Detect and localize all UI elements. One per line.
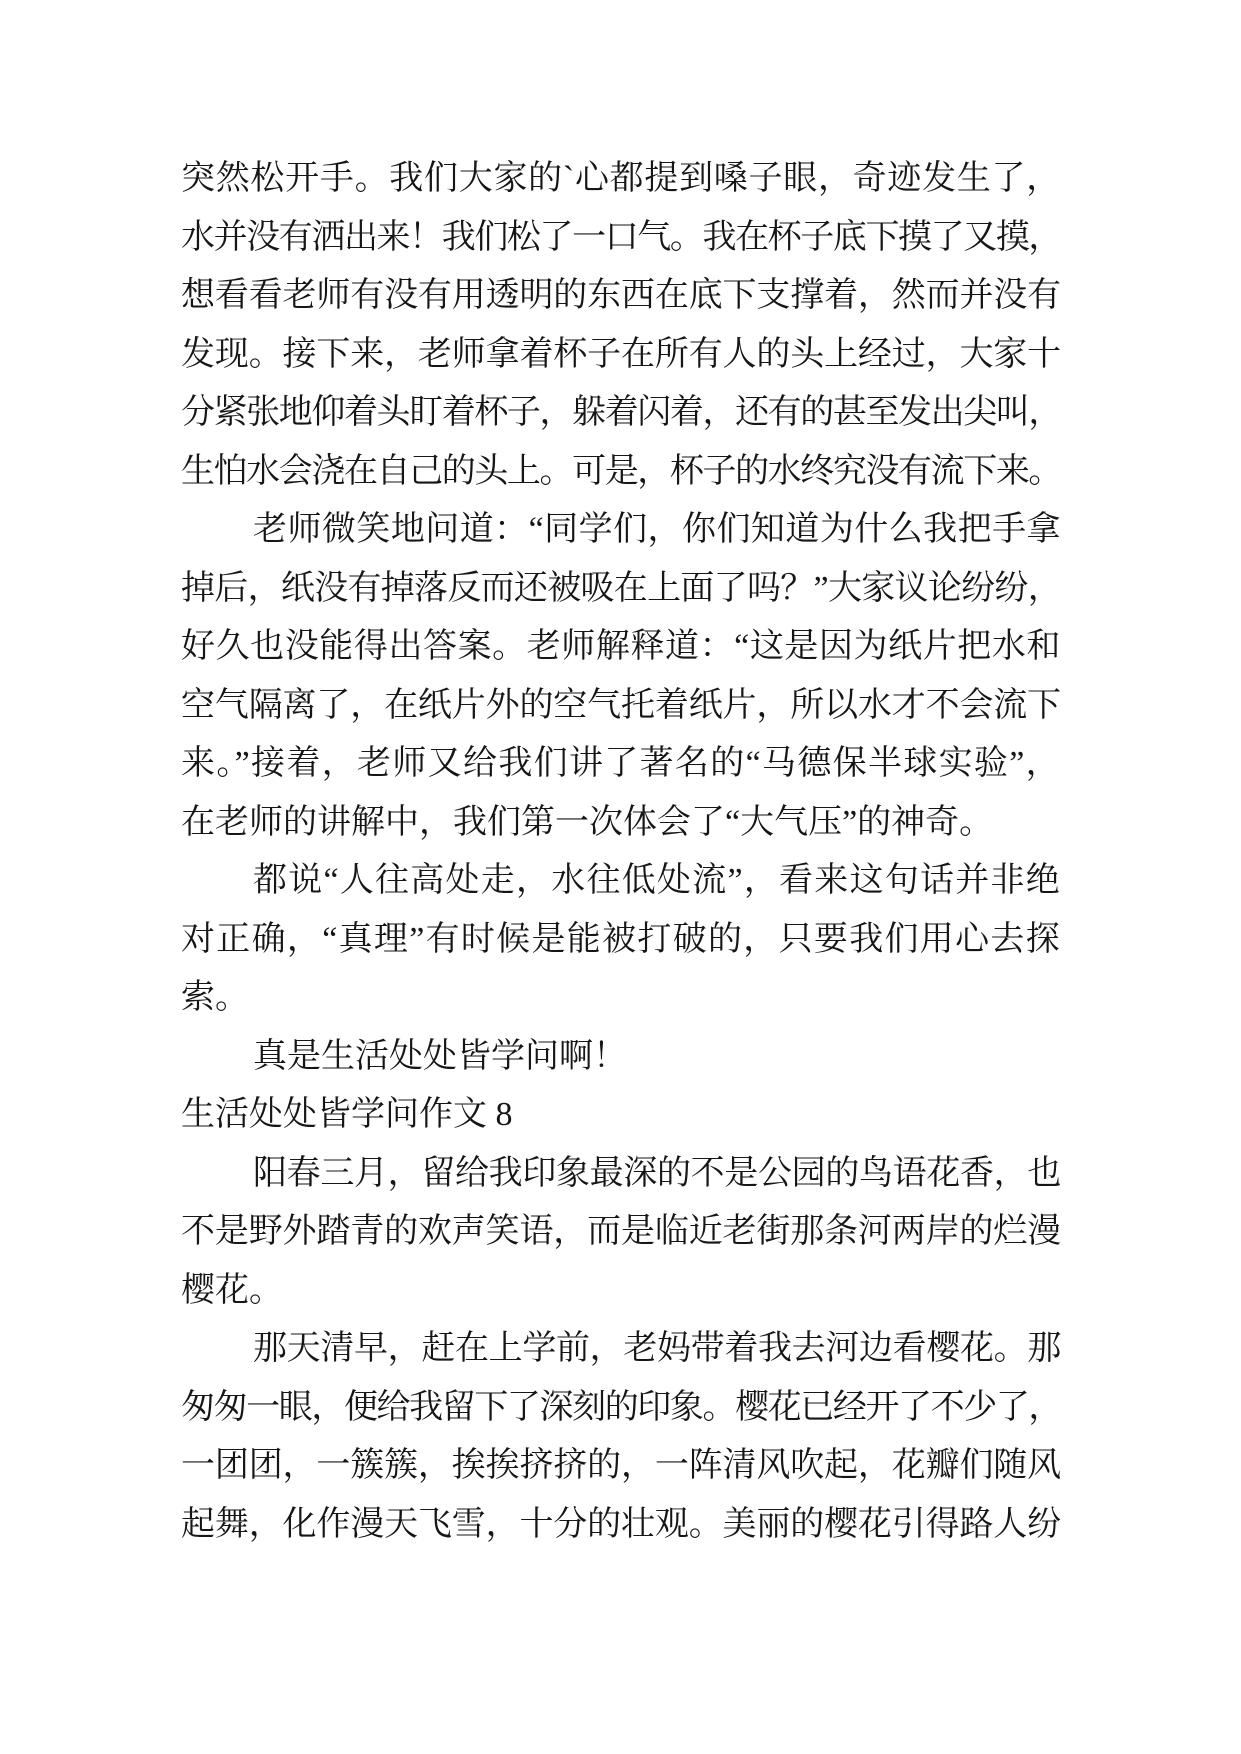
text-line: 起舞，化作漫天飞雪，十分的壮观。美丽的樱花引得路人纷: [181, 1505, 1061, 1543]
section-heading: 生活处处皆学问作文 8: [181, 1096, 513, 1133]
text-line: 一团团，一簇簇，挨挨挤挤的，一阵清风吹起，花瓣们随风: [181, 1447, 1061, 1484]
text-line: 来。”接着，老师又给我们讲了著名的“马德保半球实验”，: [181, 745, 1061, 782]
text-line: 索。: [181, 979, 249, 1016]
text-line: 真是生活处处皆学问啊！: [253, 1037, 627, 1075]
text-line: 分紧张地仰着头盯着杯子，躲着闪着，还有的甚至发出尖叫，: [181, 394, 1061, 431]
text-line: 想看看老师有没有用透明的东西在底下支撑着，然而并没有: [181, 277, 1061, 314]
text-line: 好久也没能得出答案。老师解释道：“这是因为纸片把水和: [181, 628, 1061, 665]
text-line: 都说“人往高处走，水往低处流”，看来这句话并非绝: [253, 862, 1061, 899]
text-line: 生怕水会浇在自己的头上。可是，杯子的水终究没有流下来。: [181, 452, 1061, 490]
text-line: 对正确，“真理”有时候是能被打破的，只要我们用心去探: [181, 920, 1061, 958]
text-line: 在老师的讲解中，我们第一次体会了“大气压”的神奇。: [181, 803, 994, 841]
text-line: 发现。接下来，老师拿着杯子在所有人的头上经过，大家十: [181, 335, 1061, 373]
text-line: 掉后，纸没有掉落反而还被吸在上面了吗？”大家议论纷纷，: [181, 569, 1061, 607]
text-line: 空气隔离了，在纸片外的空气托着纸片，所以水才不会流下: [181, 686, 1061, 724]
essay-text-block: [181, 150, 1061, 1554]
text-line: 阳春三月，留给我印象最深的不是公园的鸟语花香，也: [253, 1154, 1061, 1192]
text-line: 樱花。: [181, 1271, 283, 1309]
text-line: 不是野外踏青的欢声笑语，而是临近老街那条河两岸的烂漫: [181, 1213, 1061, 1250]
text-line: 突然松开手。我们大家的`心都提到嗓子眼，奇迹发生了，: [181, 160, 1061, 197]
text-line: 那天清早，赶在上学前，老妈带着我去河边看樱花。那: [253, 1330, 1061, 1367]
text-line: 水并没有洒出来！我们松了一口气。我在杯子底下摸了又摸，: [181, 218, 1061, 256]
text-line: 匆匆一眼，便给我留下了深刻的印象。樱花已经开了不少了，: [181, 1388, 1061, 1426]
text-line: 老师微笑地问道：“同学们，你们知道为什么我把手拿: [253, 511, 1061, 548]
